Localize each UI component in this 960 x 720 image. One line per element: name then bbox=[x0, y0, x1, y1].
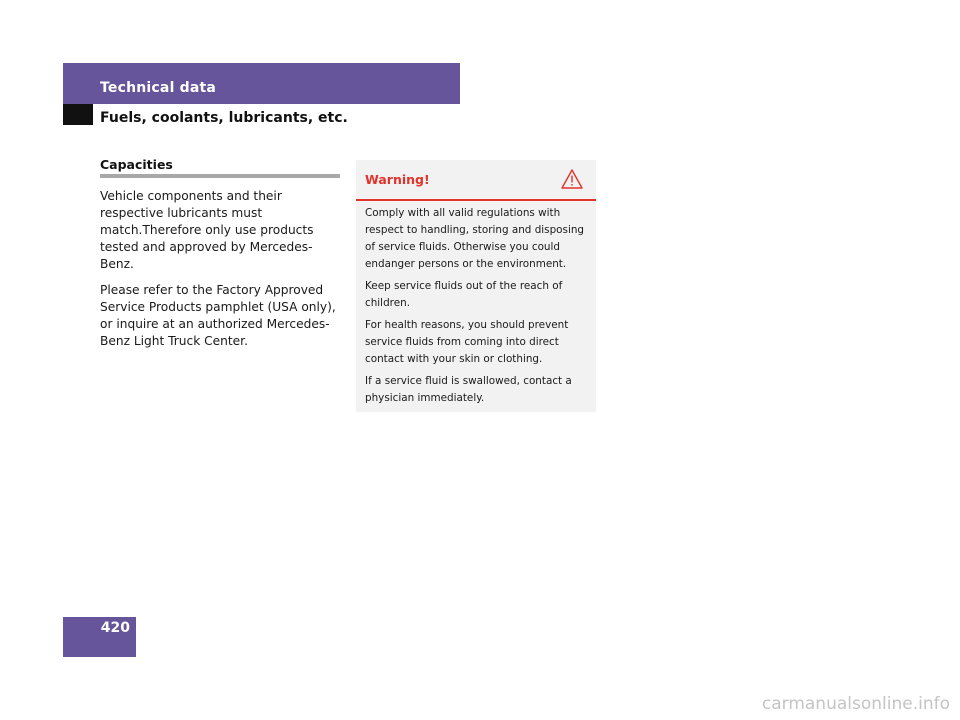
body-paragraph: Please refer to the Factory Approved Service Products pamphlet (USA only), or inquire at an authorized Mercedes-Benz Light Truck Center. bbox=[100, 283, 336, 348]
section-body bbox=[100, 188, 345, 359]
page-title: Technical data bbox=[100, 80, 217, 96]
warning-triangle-icon bbox=[561, 169, 583, 189]
body-paragraph: Vehicle components and their respective lubricants must match.Therefore only use products tested and approved by Mercedes-Benz. bbox=[100, 189, 314, 271]
warning-paragraph: If a service fluid is swallowed, contact a physician immediately. bbox=[365, 375, 572, 404]
page-subtitle: Fuels, coolants, lubricants, etc. bbox=[100, 110, 348, 126]
warning-paragraph: For health reasons, you should prevent service fluids from coming into direct contact with your skin or clothing. bbox=[365, 319, 569, 365]
warning-title: Warning! bbox=[365, 172, 430, 187]
warning-paragraph: Comply with all valid regulations with respect to handling, storing and disposing of service fluids. Otherwise you could endanger persons or the environment. bbox=[365, 207, 585, 270]
warning-paragraph: Keep service fluids out of the reach of children. bbox=[365, 280, 563, 309]
warning-box bbox=[356, 160, 596, 412]
page-number-box bbox=[63, 617, 136, 657]
corner-marker bbox=[63, 104, 93, 125]
warning-body bbox=[365, 205, 587, 412]
watermark: carmanualsonline.info bbox=[761, 694, 950, 714]
section-divider bbox=[100, 174, 340, 178]
warning-header bbox=[356, 160, 596, 201]
page-number: 420 bbox=[100, 620, 130, 636]
section-heading: Capacities bbox=[100, 157, 173, 172]
